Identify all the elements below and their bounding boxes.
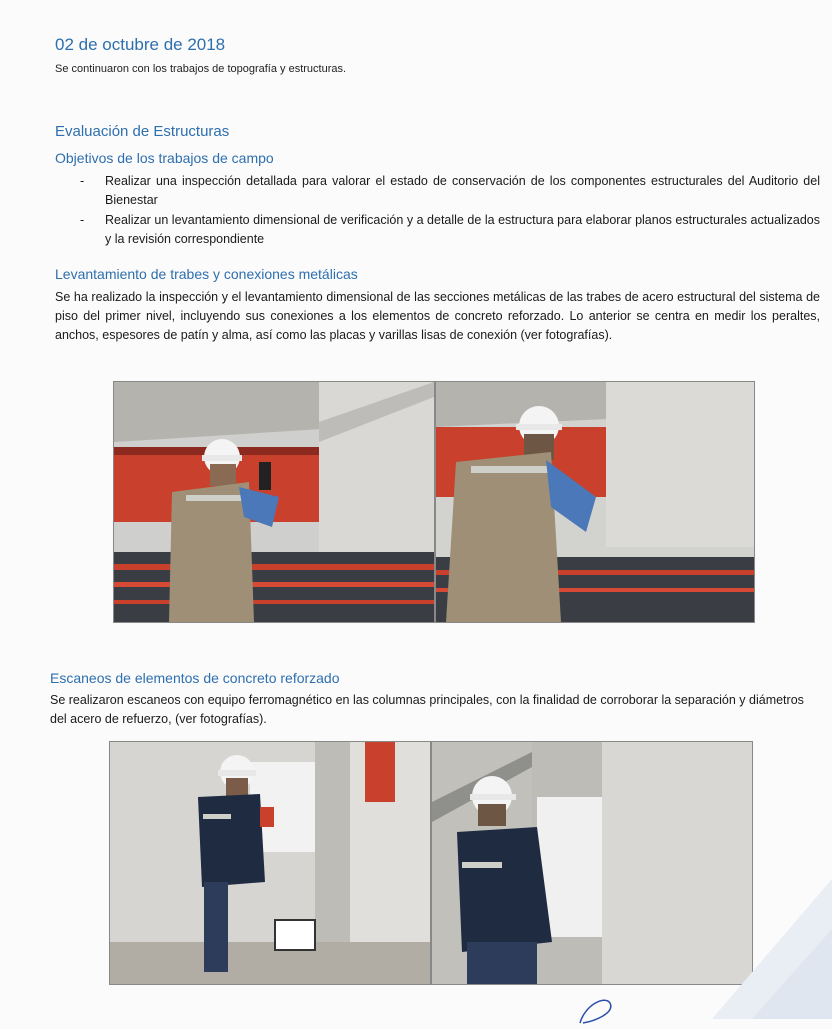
page-corner-decoration [712, 879, 832, 1024]
objective-item [55, 211, 820, 249]
bullet-marker: - [80, 174, 85, 188]
column-scan-photo-right [431, 741, 753, 985]
intro-text: Se continuaron con los trabajos de topografía y estructuras. [55, 63, 347, 75]
beam-inspection-photo-left [113, 381, 435, 623]
objectives-title: Objetivos de los trabajos de campo [55, 150, 274, 166]
scans-paragraph: Se realizaron escaneos con equipo ferromagnético en las columnas principales, con la finalidad de corroborar la separación y diámetros del acero de refuerzo, (ver fotografías). [50, 693, 804, 726]
column-scan-photo-left [109, 741, 431, 985]
objective-item [55, 172, 820, 210]
objectives-list [55, 172, 820, 250]
section-title: Evaluación de Estructuras [55, 123, 230, 140]
scans-title: Escaneos de elementos de concreto reforzado [50, 670, 340, 686]
beam-inspection-photo-right [435, 381, 755, 623]
beams-paragraph: Se ha realizado la inspección y el levantamiento dimensional de las secciones metálicas de las trabes de acero estructural del sistema de piso del primer nivel, incluyendo sus conexiones a los elementos de concreto reforzado. Lo anterior se centra en medir los peraltes, anchos, espesores de patín y alma, así como las placas y varillas lisas de conexión (ver fotografías). [55, 290, 820, 342]
report-date: 02 de octubre de 2018 [55, 35, 226, 54]
bullet-marker: - [80, 213, 85, 227]
objective-text: Realizar una inspección detallada para valorar el estado de conservación de los componentes estructurales del Auditorio del Bienestar [105, 174, 820, 207]
objective-text: Realizar un levantamiento dimensional de verificación y a detalle de la estructura para elaborar planos estructurales actualizados y la revisión correspondiente [105, 213, 820, 246]
beams-title: Levantamiento de trabes y conexiones metálicas [55, 266, 358, 282]
